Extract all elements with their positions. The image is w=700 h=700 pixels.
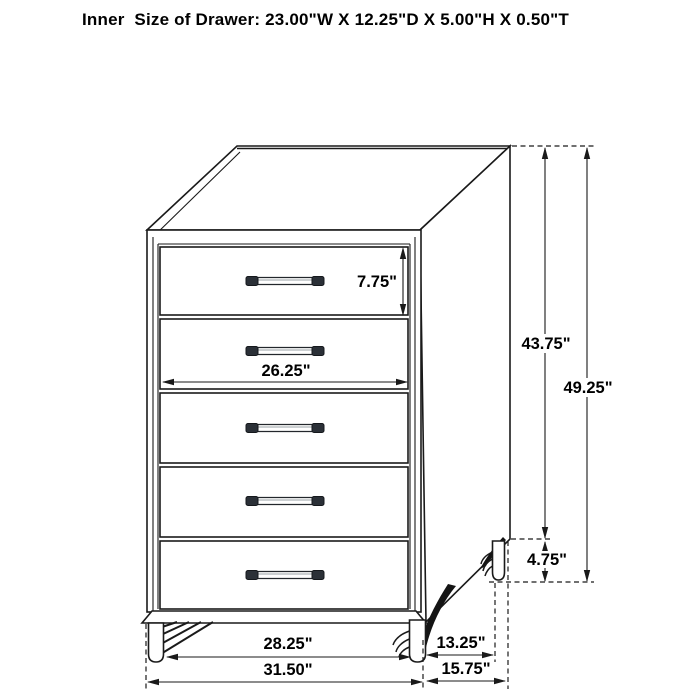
drawer-5-handle [246,571,324,580]
label-side-feet-span: 13.25" [436,634,486,652]
dimension-overall-depth [426,660,506,684]
dimension-leg-height [522,541,572,582]
label-overall-height: 49.25" [563,379,613,397]
drawer-1-handle [246,277,324,286]
label-drawer-front-width: 26.25" [261,362,311,380]
dimension-overall-width [147,661,423,685]
drawer-4-handle [246,497,324,506]
label-overall-depth: 15.75" [441,660,491,678]
label-overall-width: 31.50" [263,661,313,679]
drawer-3-handle [246,424,324,433]
drawer-2-handle [246,347,324,356]
diagram-title: Inner Size of Drawer: 23.00"W X 12.25"D X 5.00"H X 0.50"T [82,10,569,29]
label-top-drawer-height: 7.75" [357,273,397,291]
label-case-height: 43.75" [521,335,571,353]
label-leg-height: 4.75" [527,551,567,569]
front-left-foot [149,623,164,662]
chest-base-molding [142,611,426,623]
label-front-feet-span: 28.25" [263,635,313,653]
front-left-leg [149,622,214,662]
dimension-front-feet-span [166,635,411,660]
back-right-foot [493,541,505,580]
dimension-case-height [516,147,576,539]
dimension-side-feet-span [426,634,494,658]
dimension-overall-height [558,147,618,582]
